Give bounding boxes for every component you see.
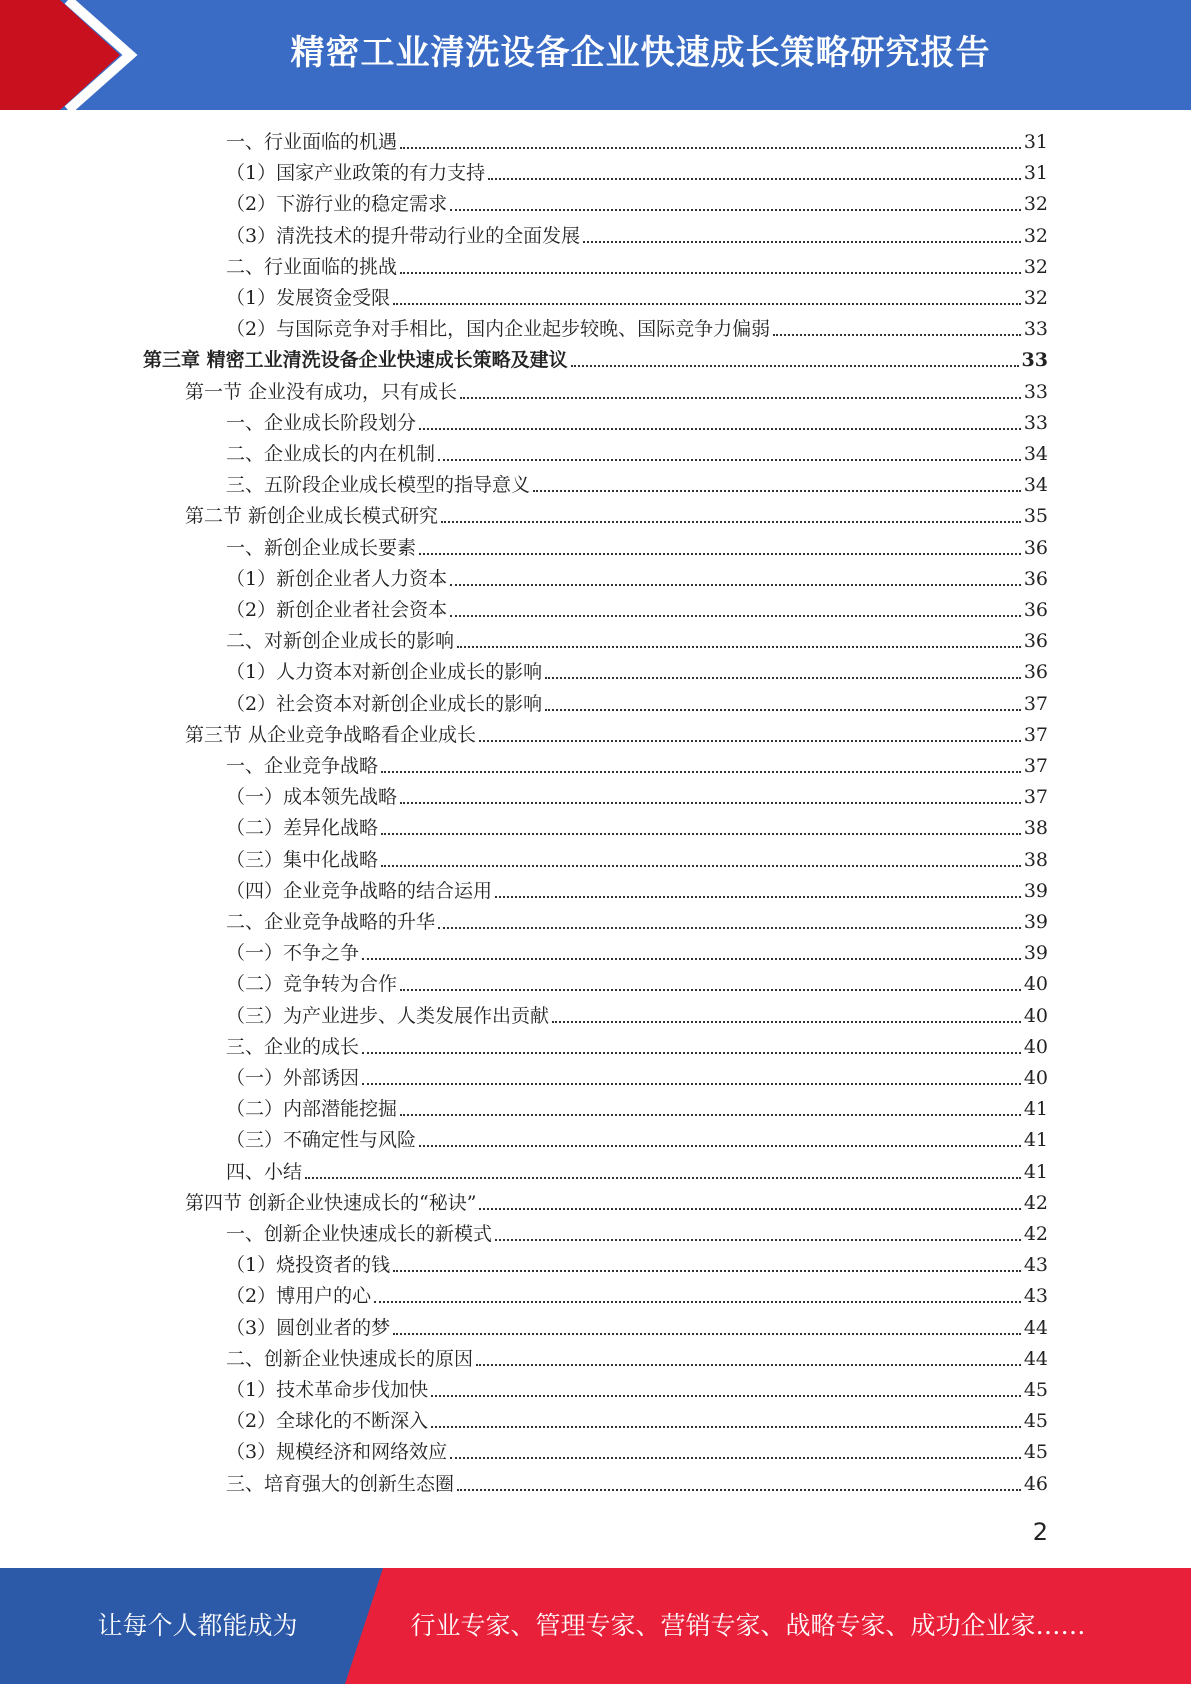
toc-dot-leader	[488, 178, 1021, 180]
toc-dot-leader	[479, 740, 1021, 742]
toc-entry[interactable]	[226, 533, 1048, 564]
toc-entry-page: 32	[1023, 224, 1048, 247]
toc-entry-page: 37	[1023, 755, 1048, 777]
toc-entry-page: 33	[1023, 318, 1048, 341]
toc-entry-title: （一）不争之争	[226, 942, 360, 965]
toc-entry[interactable]	[185, 501, 1048, 532]
toc-entry-page: 31	[1023, 162, 1048, 185]
header-red-arrow	[0, 0, 150, 110]
toc-dot-leader	[450, 1457, 1021, 1459]
toc-entry-title: （2）下游行业的稳定需求	[226, 193, 448, 216]
toc-entry[interactable]	[226, 1313, 1048, 1344]
toc-dot-leader	[400, 272, 1021, 274]
toc-entry[interactable]	[143, 345, 1048, 376]
toc-entry-title: 第四节 创新企业快速成长的“秘诀”	[185, 1191, 477, 1214]
toc-entry-title: （3）规模经济和网络效应	[226, 1441, 448, 1464]
toc-entry-page: 34	[1023, 443, 1048, 465]
toc-entry[interactable]	[226, 1375, 1048, 1406]
toc-entry-page: 39	[1023, 942, 1048, 965]
toc-dot-leader	[571, 365, 1019, 367]
toc-entry-title: 二、创新企业快速成长的原因	[226, 1347, 474, 1370]
toc-entry-title: 一、行业面临的机遇	[226, 131, 398, 153]
toc-entry[interactable]	[226, 408, 1048, 439]
footer-slogan-right: 行业专家、管理专家、营销专家、战略专家、成功企业家……	[410, 1611, 1086, 1640]
toc-entry-title: （1）人力资本对新创企业成长的影响	[226, 661, 543, 684]
toc-entry-page: 40	[1023, 973, 1048, 996]
report-title: 精密工业清洗设备企业快速成长策略研究报告	[290, 33, 991, 73]
toc-dot-leader	[545, 709, 1021, 711]
toc-dot-leader	[431, 1395, 1021, 1397]
toc-entry[interactable]	[226, 751, 1048, 782]
toc-entry-title: 第一节 企业没有成功，只有成长	[185, 380, 458, 403]
toc-entry-title: （3）清洗技术的提升带动行业的全面发展	[226, 224, 581, 247]
toc-entry-title: （2）社会资本对新创企业成长的影响	[226, 692, 543, 715]
toc-dot-leader	[305, 1177, 1021, 1179]
toc-entry-title: （一）成本领先战略	[226, 786, 398, 809]
toc-entry-title: 二、企业成长的内在机制	[226, 443, 436, 465]
footer-slogan-left: 让每个人都能成为	[97, 1611, 298, 1640]
toc-dot-leader	[457, 1489, 1021, 1491]
toc-entry-title: （1）技术革命步伐加快	[226, 1379, 429, 1401]
toc-entry-page: 35	[1023, 505, 1048, 528]
toc-entry-page: 32	[1023, 193, 1048, 216]
toc-entry[interactable]	[226, 1063, 1048, 1094]
toc-dot-leader	[450, 615, 1021, 617]
toc-entry-page: 32	[1023, 287, 1048, 309]
toc-entry-page: 43	[1023, 1285, 1048, 1308]
toc-entry[interactable]	[226, 1250, 1048, 1281]
toc-dot-leader	[362, 958, 1021, 960]
toc-entry-page: 36	[1023, 599, 1048, 621]
toc-entry[interactable]	[226, 189, 1048, 220]
toc-entry-title: 第三章 精密工业清洗设备企业快速成长策略及建议	[143, 349, 568, 372]
toc-entry[interactable]	[226, 657, 1048, 688]
toc-entry-title: 一、创新企业快速成长的新模式	[226, 1223, 493, 1245]
toc-entry-title: （2）与国际竞争对手相比，国内企业起步较晚、国际竞争力偏弱	[226, 318, 771, 341]
toc-entry-title: （2）全球化的不断深入	[226, 1410, 429, 1433]
toc-entry-page: 45	[1023, 1410, 1048, 1433]
toc-entry-title: （三）集中化战略	[226, 848, 379, 871]
toc-entry-page: 36	[1023, 567, 1048, 590]
toc-entry-title: 二、企业竞争战略的升华	[226, 911, 436, 933]
toc-entry[interactable]	[226, 221, 1048, 252]
toc-entry[interactable]	[226, 314, 1048, 345]
toc-entry-title: （二）差异化战略	[226, 817, 379, 840]
toc-entry-page: 45	[1023, 1379, 1048, 1401]
toc-entry-title: （四）企业竞争战略的结合运用	[226, 879, 493, 902]
toc-dot-leader	[583, 241, 1021, 243]
toc-dot-leader	[374, 1301, 1021, 1303]
toc-entry[interactable]	[226, 158, 1048, 189]
toc-entry-page: 41	[1023, 1129, 1048, 1152]
toc-dot-leader	[552, 1021, 1021, 1023]
toc-entry[interactable]	[226, 127, 1048, 158]
toc-entry[interactable]	[226, 1281, 1048, 1312]
toc-entry-title: （1）国家产业政策的有力支持	[226, 162, 486, 185]
toc-entry[interactable]	[226, 1157, 1048, 1188]
toc-entry[interactable]	[226, 845, 1048, 876]
toc-entry-title: （一）外部诱因	[226, 1067, 360, 1089]
toc-entry-page: 39	[1023, 879, 1048, 902]
toc-dot-leader	[431, 1426, 1021, 1428]
toc-entry[interactable]	[226, 876, 1048, 907]
page-number: 2	[1032, 1518, 1048, 1546]
toc-entry-page: 42	[1023, 1223, 1048, 1245]
toc-entry-page: 36	[1023, 630, 1048, 653]
toc-entry-title: （1）烧投资者的钱	[226, 1254, 391, 1277]
toc-dot-leader	[479, 1208, 1020, 1210]
toc-dot-leader	[495, 896, 1021, 898]
toc-dot-leader	[400, 802, 1021, 804]
toc-entry-page: 36	[1023, 661, 1048, 684]
toc-entry-title: 四、小结	[226, 1160, 303, 1183]
toc-entry-title: 二、对新创企业成长的影响	[226, 630, 455, 653]
toc-entry-title: （1）发展资金受限	[226, 287, 391, 309]
toc-entry-page: 44	[1023, 1316, 1048, 1339]
toc-dot-leader	[393, 1333, 1021, 1335]
toc-entry-page: 33	[1023, 411, 1048, 434]
toc-entry-title: （3）圆创业者的梦	[226, 1316, 391, 1339]
toc-dot-leader	[457, 646, 1021, 648]
toc-entry-page: 32	[1023, 255, 1048, 278]
toc-dot-leader	[495, 1239, 1021, 1241]
toc-dot-leader	[545, 677, 1021, 679]
toc-dot-leader	[400, 1114, 1021, 1116]
toc-entry-page: 42	[1023, 1191, 1048, 1214]
toc-entry[interactable]	[226, 564, 1048, 595]
toc-entry-title: 三、五阶段企业成长模型的指导意义	[226, 474, 531, 497]
toc-entry-page: 37	[1023, 723, 1048, 746]
toc-entry[interactable]	[185, 720, 1048, 751]
toc-entry[interactable]	[226, 1125, 1048, 1156]
toc-entry[interactable]	[226, 1344, 1048, 1375]
toc-dot-leader	[381, 771, 1021, 773]
toc-entry-title: 第三节 从企业竞争战略看企业成长	[185, 723, 477, 746]
toc-dot-leader	[400, 989, 1021, 991]
toc-entry[interactable]	[226, 1469, 1048, 1500]
toc-entry-title: 一、企业成长阶段划分	[226, 411, 417, 434]
toc-entry-page: 39	[1023, 911, 1048, 933]
toc-entry[interactable]	[185, 377, 1048, 408]
toc-dot-leader	[419, 428, 1021, 430]
toc-entry[interactable]	[226, 252, 1048, 283]
toc-dot-leader	[400, 147, 1021, 149]
toc-entry[interactable]	[226, 1001, 1048, 1032]
toc-entry-page: 46	[1023, 1472, 1048, 1495]
toc-entry[interactable]	[226, 1406, 1048, 1437]
toc-entry[interactable]	[185, 1188, 1048, 1219]
toc-dot-leader	[533, 490, 1021, 492]
toc-entry[interactable]	[226, 1219, 1048, 1250]
toc-entry-title: （三）不确定性与风险	[226, 1129, 417, 1152]
toc-dot-leader	[460, 397, 1021, 399]
toc-dot-leader	[381, 833, 1021, 835]
toc-entry-page: 41	[1023, 1160, 1048, 1183]
toc-entry-title: （1）新创企业者人力资本	[226, 567, 448, 590]
toc-entry[interactable]	[226, 470, 1048, 501]
toc-dot-leader	[476, 1364, 1021, 1366]
toc-dot-leader	[438, 459, 1021, 461]
toc-entry-title: （二）竞争转为合作	[226, 973, 398, 996]
toc-entry-page: 37	[1023, 786, 1048, 809]
toc-dot-leader	[419, 553, 1021, 555]
toc-entry[interactable]	[226, 1437, 1048, 1468]
toc-entry-page: 33	[1021, 349, 1048, 372]
toc-entry[interactable]	[226, 1094, 1048, 1125]
toc-entry-title: 二、行业面临的挑战	[226, 255, 398, 278]
toc-dot-leader	[450, 584, 1021, 586]
toc-entry-page: 45	[1023, 1441, 1048, 1464]
toc-entry-title: （2）博用户的心	[226, 1285, 372, 1308]
toc-entry[interactable]	[226, 969, 1048, 1000]
toc-dot-leader	[450, 209, 1021, 211]
toc-entry[interactable]	[226, 689, 1048, 720]
toc-dot-leader	[441, 521, 1021, 523]
toc-dot-leader	[362, 1083, 1021, 1085]
toc-entry-title: （2）新创企业者社会资本	[226, 599, 448, 621]
toc-dot-leader	[381, 865, 1021, 867]
toc-entry-title: 一、新创企业成长要素	[226, 536, 417, 559]
toc-entry-page: 34	[1023, 474, 1048, 497]
toc-entry-title: （二）内部潜能挖掘	[226, 1098, 398, 1121]
toc-entry-title: （三）为产业进步、人类发展作出贡献	[226, 1004, 550, 1027]
toc-entry-title: 第二节 新创企业成长模式研究	[185, 505, 439, 528]
toc-entry-title: 三、培育强大的创新生态圈	[226, 1472, 455, 1495]
toc-entry[interactable]	[226, 626, 1048, 657]
toc-dot-leader	[393, 303, 1021, 305]
page-header	[0, 0, 1191, 110]
toc-entry-page: 40	[1023, 1067, 1048, 1089]
toc-entry[interactable]	[226, 439, 1048, 470]
toc-entry[interactable]	[226, 283, 1048, 314]
toc-entry[interactable]	[226, 938, 1048, 969]
toc-dot-leader	[362, 1052, 1021, 1054]
toc-entry-page: 43	[1023, 1254, 1048, 1277]
toc-entry-page: 40	[1023, 1035, 1048, 1058]
toc-entry-page: 41	[1023, 1098, 1048, 1121]
toc-entry-page: 44	[1023, 1347, 1048, 1370]
toc-entry-page: 40	[1023, 1004, 1048, 1027]
toc-entry-page: 38	[1023, 817, 1048, 840]
toc-entry-title: 一、企业竞争战略	[226, 755, 379, 777]
toc-entry[interactable]	[226, 813, 1048, 844]
toc-dot-leader	[419, 1145, 1021, 1147]
toc-entry[interactable]	[226, 595, 1048, 626]
page-footer	[0, 1568, 1191, 1684]
toc-entry-page: 38	[1023, 848, 1048, 871]
toc-entry-page: 33	[1023, 380, 1048, 403]
toc-entry[interactable]	[226, 1032, 1048, 1063]
toc-dot-leader	[773, 334, 1021, 336]
toc-entry-title: 三、企业的成长	[226, 1035, 360, 1058]
toc-entry[interactable]	[226, 782, 1048, 813]
toc-dot-leader	[438, 927, 1021, 929]
toc-dot-leader	[393, 1270, 1021, 1272]
toc-entry[interactable]	[226, 907, 1048, 938]
toc-entry-page: 37	[1023, 692, 1048, 715]
toc-entry-page: 31	[1023, 131, 1048, 153]
toc-entry-page: 36	[1023, 536, 1048, 559]
